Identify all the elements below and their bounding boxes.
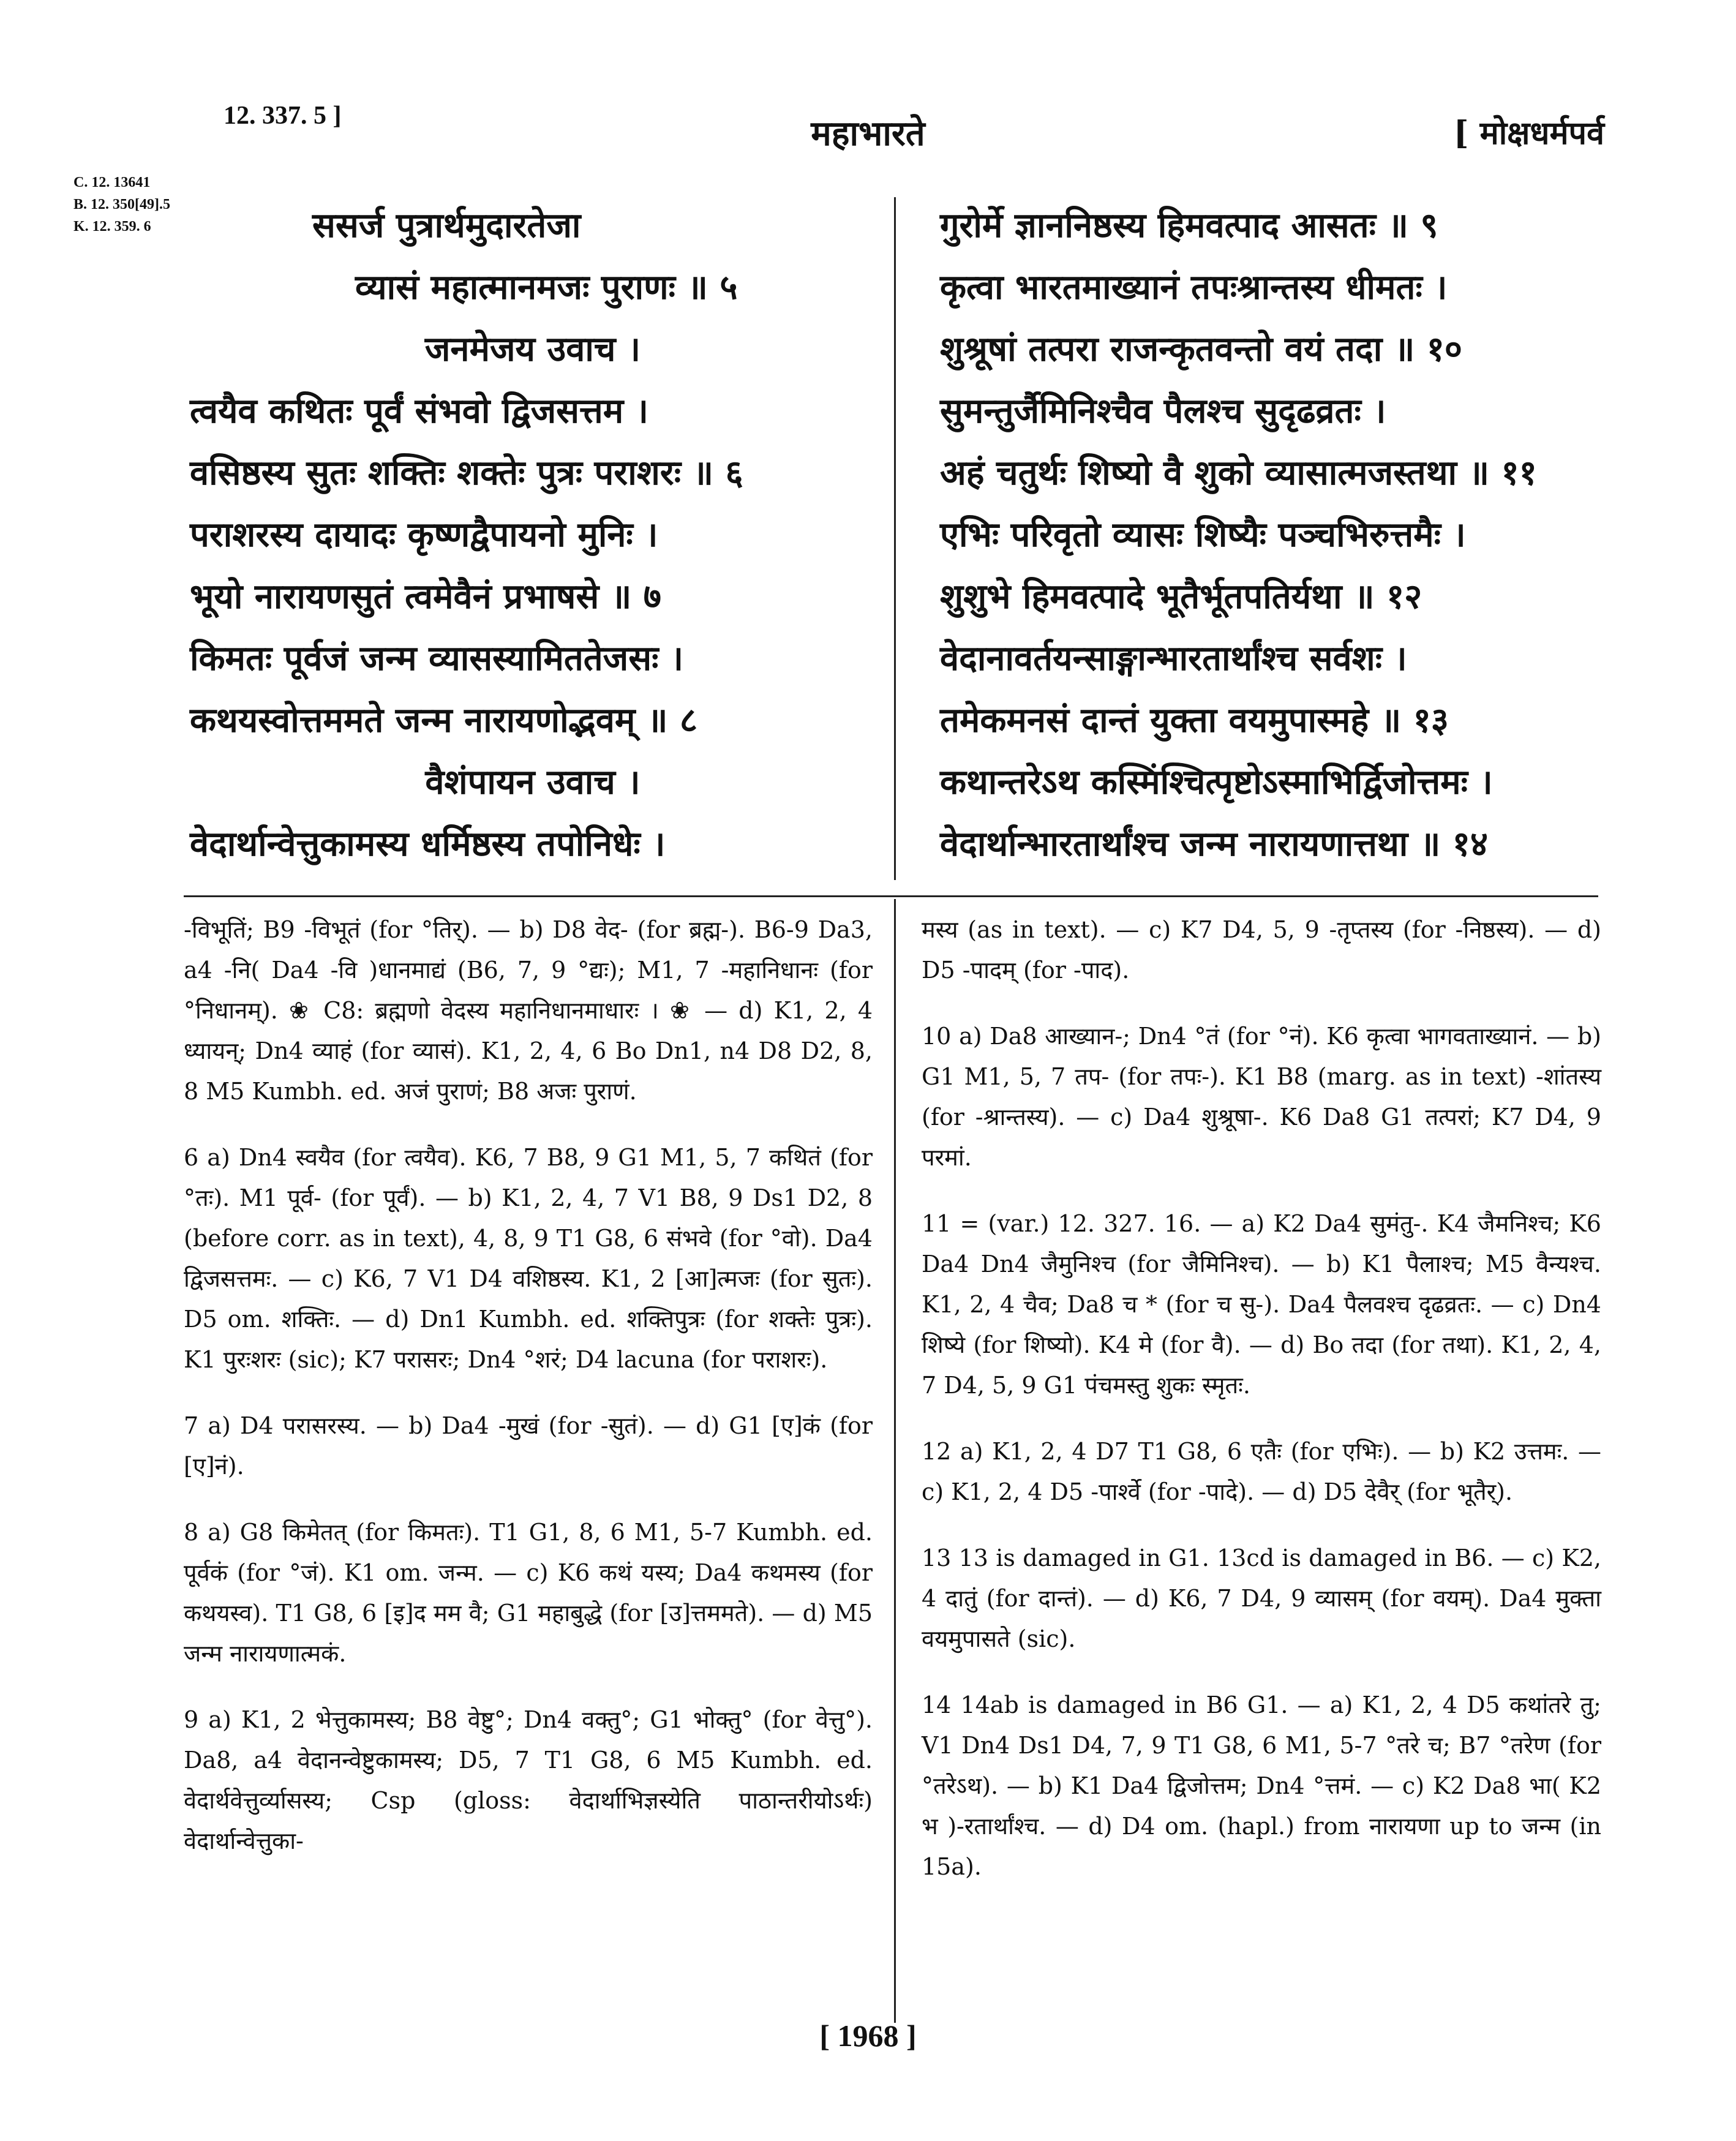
verse-line: शुशुभे हिमवत्पादे भूतैर्भूतपतिर्यथा ॥ १२ bbox=[940, 576, 1422, 617]
note-text: 6 a) Dn4 स्वयैव (for त्वयैव). K6, 7 B8, 9 G1 M1, 5, 7 कथितं (for °तः). M1 पूर्व- (for पूर्वं). — b) K1, 2, 4, 7 V1 B8, 9 Ds1 D2, 8 (before corr. as in text), 4, 8, 9 T1 G8, 6 संभवे (for °वो). Da4 द्विजसत्तमः. — c) K6, 7 V1 D4 वशिष्ठस्य. K1, 2 [आ]त्मजः (for सुतः). D5 om. शक्तिः. — d) Dn1 Kumbh. ed. शक्तिपुत्रः (for शक्तेः पुत्रः). K1 पुरःशरः (sic); K7 परासरः; Dn4 °शरं; D4 lacuna (for पराशरः). bbox=[184, 1144, 873, 1373]
ref-kumbhakonam: K. 12. 359. 6 bbox=[73, 219, 151, 235]
note-block bbox=[922, 1685, 1601, 1887]
note-text: 10 a) Da8 आख्यान-; Dn4 °तं (for °नं). K6 कृत्वा भागवताख्यानं. — b) G1 M1, 5, 7 तप- (for तपः-). K1 B8 (marg. as in text) -शांतस्य (for -श्रान्तस्य). — c) Da4 शुश्रूषा-. K6 Da8 G1 तत्परां; K7 D4, 9 परमां. bbox=[922, 1023, 1601, 1171]
note-block bbox=[184, 1699, 873, 1861]
ref-calcutta: C. 12. 13641 bbox=[73, 175, 151, 190]
verse-line: ससर्ज पुत्रार्थमुदारतेजा bbox=[312, 205, 581, 246]
verse-line: अहं चतुर्थः शिष्यो वै शुको व्यासात्मजस्तथा ॥ ११ bbox=[940, 453, 1537, 493]
note-text: मस्य (as in text). — c) K7 D4, 5, 9 -तृप्तस्य (for -निष्ठस्य). — d) D5 -पादम् (for -पाद). bbox=[922, 916, 1601, 984]
column-divider-bottom bbox=[894, 899, 896, 2023]
running-title: महाभारते bbox=[811, 113, 925, 154]
verse-line: तमेकमनसं दान्तं युक्ता वयमुपास्महे ॥ १३ bbox=[940, 700, 1449, 740]
note-block bbox=[184, 909, 873, 1112]
note-text: 8 a) G8 किमेतत् (for किमतः). T1 G1, 8, 6 M1, 5-7 Kumbh. ed. पूर्वकं (for °जं). K1 om. जन्म. — c) K6 कथं यस्य; Da4 कथमस्य (for कथयस्व). T1 G8, 6 [इ]द मम वै; G1 महाबुद्धे (for [उ]त्तममते). — d) M5 जन्म नारायणात्मकं. bbox=[184, 1519, 873, 1667]
verse-line: भूयो नारायणसुतं त्वमेवैनं प्रभाषसे ॥ ७ bbox=[190, 576, 661, 617]
edition-references bbox=[73, 171, 170, 238]
note-block bbox=[922, 1538, 1601, 1659]
speaker-heading: जनमेजय उवाच । bbox=[424, 329, 641, 369]
note-text: -विभूतिं; B9 -विभूतं (for °तिर्). — b) D8 वेद- (for ब्रह्म-). B6-9 Da3, a4 -नि( Da4 -वि )धानमाद्यं (B6, 7, 9 °द्यः); M1, 7 -महानिधानः (for °निधानम्). ❀ C8: ब्रह्मणो वेदस्य महानिधानमाधारः । ❀ — d) K1, 2, 4 ध्यायन्; Dn4 व्याहं (for व्यासं). K1, 2, 4, 6 Bo Dn1, n4 D8 D2, 8, 8 M5 Kumbh. ed. अजं पुराणं; B8 अजः पुराणं. bbox=[184, 916, 873, 1105]
section-title: [ मोक्षधर्मपर्व bbox=[1453, 115, 1604, 152]
verse-line: पराशरस्य दायादः कृष्णद्वैपायनो मुनिः । bbox=[190, 514, 658, 555]
note-block bbox=[922, 1016, 1601, 1178]
verse-line: वेदानावर्तयन्साङ्गान्भारतार्थांश्च सर्वशः । bbox=[940, 638, 1407, 679]
verse-line: कथान्तरेऽथ कस्मिंश्चित्पृष्टोऽस्माभिर्द्विजोत्तमः । bbox=[940, 762, 1493, 802]
verse-line: कथयस्वोत्तममते जन्म नारायणोद्भवम् ॥ ८ bbox=[190, 700, 698, 740]
note-text: 13 13 is damaged in G1. 13cd is damaged in B6. — c) K2, 4 दातुं (for दान्तं). — d) K6, 7 D4, 9 व्यासम् (for वयम्). Da4 मुक्ता वयमुपासते (sic). bbox=[922, 1545, 1601, 1652]
note-text: 12 a) K1, 2, 4 D7 T1 G8, 6 एतैः (for एभिः). — b) K2 उत्तमः. — c) K1, 2, 4 D5 -पार्श्वे (for -पादे). — d) D5 देवैर् (for भूतैर्). bbox=[922, 1438, 1601, 1505]
critical-notes-right bbox=[922, 909, 1601, 1913]
page-reference: 12. 337. 5 ] bbox=[224, 102, 342, 130]
verse-line: व्यासं महात्मानमजः पुराणः ॥ ५ bbox=[355, 267, 738, 307]
verse-column-left bbox=[190, 195, 876, 875]
note-text: 14 14ab is damaged in B6 G1. — a) K1, 2, 4 D5 कथांतरे तु; V1 Dn4 Ds1 D4, 7, 9 T1 G8, 6 M1, 5-7 °तरे च; B7 °तरेण (for °तरेऽथ). — b) K1 Da4 द्विजोत्तम; Dn4 °त्तमं. — c) K2 Da8 भा( K2 भ )-रतार्थांश्च. — d) D4 om. (hapl.) from नारायणा up to जन्म (in 15a). bbox=[922, 1691, 1601, 1880]
verse-line: गुरोर्मे ज्ञाननिष्ठस्य हिमवत्पाद आसतः ॥ ९ bbox=[940, 205, 1438, 246]
note-block bbox=[184, 1405, 873, 1486]
verse-column-right bbox=[940, 195, 1620, 875]
note-block bbox=[184, 1137, 873, 1380]
verse-line: वसिष्ठस्य सुतः शक्तिः शक्तेः पुत्रः पराशरः ॥ ६ bbox=[190, 453, 743, 493]
verse-line: शुश्रूषां तत्परा राजन्कृतवन्तो वयं तदा ॥ १० bbox=[940, 329, 1462, 369]
apparatus-divider bbox=[184, 895, 1598, 897]
note-text: 9 a) K1, 2 भेत्तुकामस्य; B8 वेष्टु°; Dn4 वक्तु°; G1 भोक्तु° (for वेत्तु°). Da8, a4 वेदानन्वेष्टुकामस्य; D5, 7 T1 G8, 6 M5 Kumbh. ed. वेदार्थवेत्तुर्व्यासस्य; Csp (gloss: वेदार्थाभिज्ञस्येति पाठान्तरीयोऽर्थः) वेदार्थान्वेत्तुका- bbox=[184, 1706, 873, 1854]
speaker-heading: वैशंपायन उवाच । bbox=[425, 762, 641, 802]
verse-line: एभिः परिवृतो व्यासः शिष्यैः पञ्चभिरुत्तमैः । bbox=[940, 514, 1466, 555]
verse-line: किमतः पूर्वजं जन्म व्यासस्यामिततेजसः । bbox=[190, 638, 684, 679]
page-number: [ 1968 ] bbox=[819, 2019, 917, 2053]
note-block bbox=[922, 909, 1601, 990]
verse-line: वेदार्थान्वेत्तुकामस्य धर्मिष्ठस्य तपोनिधेः । bbox=[190, 824, 666, 864]
critical-notes-left bbox=[184, 909, 873, 1887]
verse-line: कृत्वा भारतमाख्यानं तपःश्रान्तस्य धीमतः । bbox=[940, 267, 1448, 307]
note-block bbox=[922, 1203, 1601, 1405]
note-block bbox=[922, 1431, 1601, 1512]
verse-line: वेदार्थान्भारतार्थांश्च जन्म नारायणात्तथा ॥ १४ bbox=[940, 824, 1489, 864]
verse-line: त्वयैव कथितः पूर्वं संभवो द्विजसत्तम । bbox=[190, 391, 648, 431]
column-divider-top bbox=[894, 197, 896, 880]
ref-bombay: B. 12. 350[49].5 bbox=[73, 197, 170, 213]
note-text: 7 a) D4 परासरस्य. — b) Da4 -मुखं (for -सुतं). — d) G1 [ए]कं (for [ए]नं). bbox=[184, 1412, 873, 1480]
note-text: 11 = (var.) 12. 327. 16. — a) K2 Da4 सुमंतु-. K4 जैमनिश्च; K6 Da4 Dn4 जैमुनिश्च (for जैमिनिश्च). — b) K1 पैलाश्च; M5 वैन्यश्च. K1, 2, 4 चैव; Da8 च * (for च सु-). Da4 पैलवश्च दृढव्रतः. — c) Dn4 शिष्ये (for शिष्यो). K4 मे (for वै). — d) Bo तदा (for तथा). K1, 2, 4, 7 D4, 5, 9 G1 पंचमस्तु शुकः स्मृतः. bbox=[922, 1210, 1601, 1399]
note-block bbox=[184, 1512, 873, 1674]
verse-line: सुमन्तुर्जैमिनिश्चैव पैलश्च सुदृढव्रतः । bbox=[940, 391, 1386, 431]
